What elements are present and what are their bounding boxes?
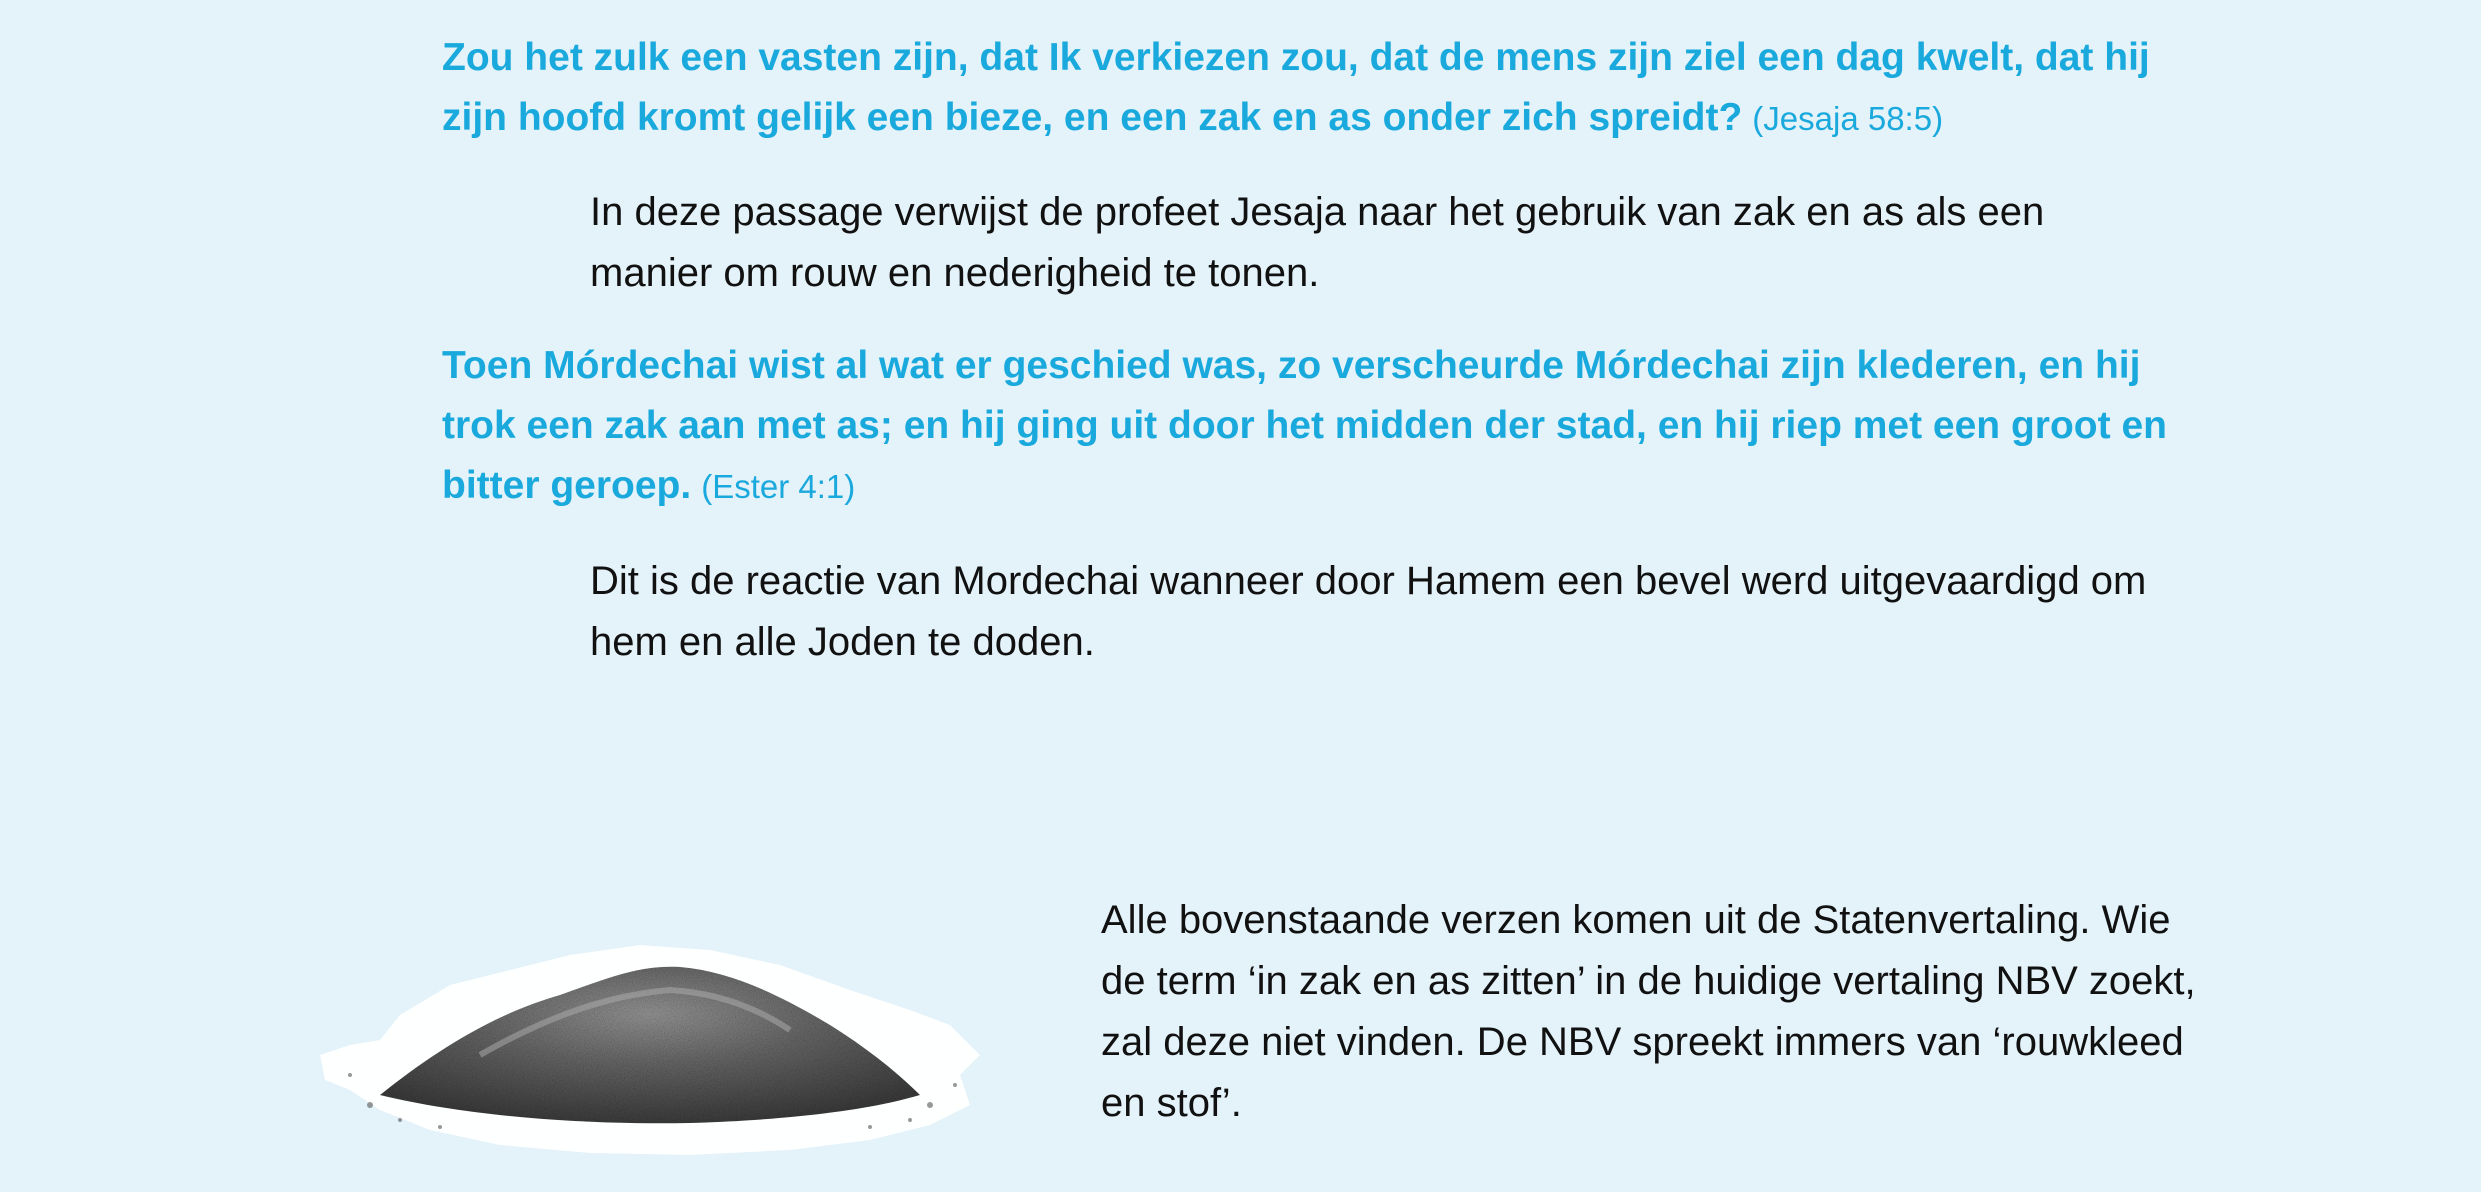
comment-ester: Dit is de reactie van Mordechai wanneer door Hamem een bevel werd uitgevaardigd om hem en alle Joden te doden. [590,559,2147,664]
verse-text: Zou het zulk een vasten zijn, dat Ik verkiezen zou, dat de mens zijn ziel een dag kwelt, dat hij zijn hoofd kromt gelijk een bieze, en een zak en as onder zich spreidt? [442,36,2150,139]
ash-pile-image [310,905,990,1165]
verse-text: Toen Mórdechai wist al wat er geschied was, zo verscheurde Mórdechai zijn klederen, en hij trok een zak aan met as; en hij ging uit door het midden der stad, en hij riep met een groot en bitter geroep. [442,344,2167,507]
verse-ester [442,336,2202,517]
comment-jesaja: In deze passage verwijst de profeet Jesaja naar het gebruik van zak en as als een manier om rouw en nederigheid te tonen. [590,190,2045,295]
verse-jesaja [442,28,2162,149]
verse-reference: (Ester 4:1) [701,468,856,505]
verse-reference: (Jesaja 58:5) [1752,100,1944,137]
translation-note: Alle bovenstaande verzen komen uit de Statenvertaling. Wie de term ‘in zak en as zitten’ in de huidige vertaling NBV zoekt, zal deze niet vinden. De NBV spreekt immers van ‘rouwkleed en stof’. [1101,898,2196,1125]
